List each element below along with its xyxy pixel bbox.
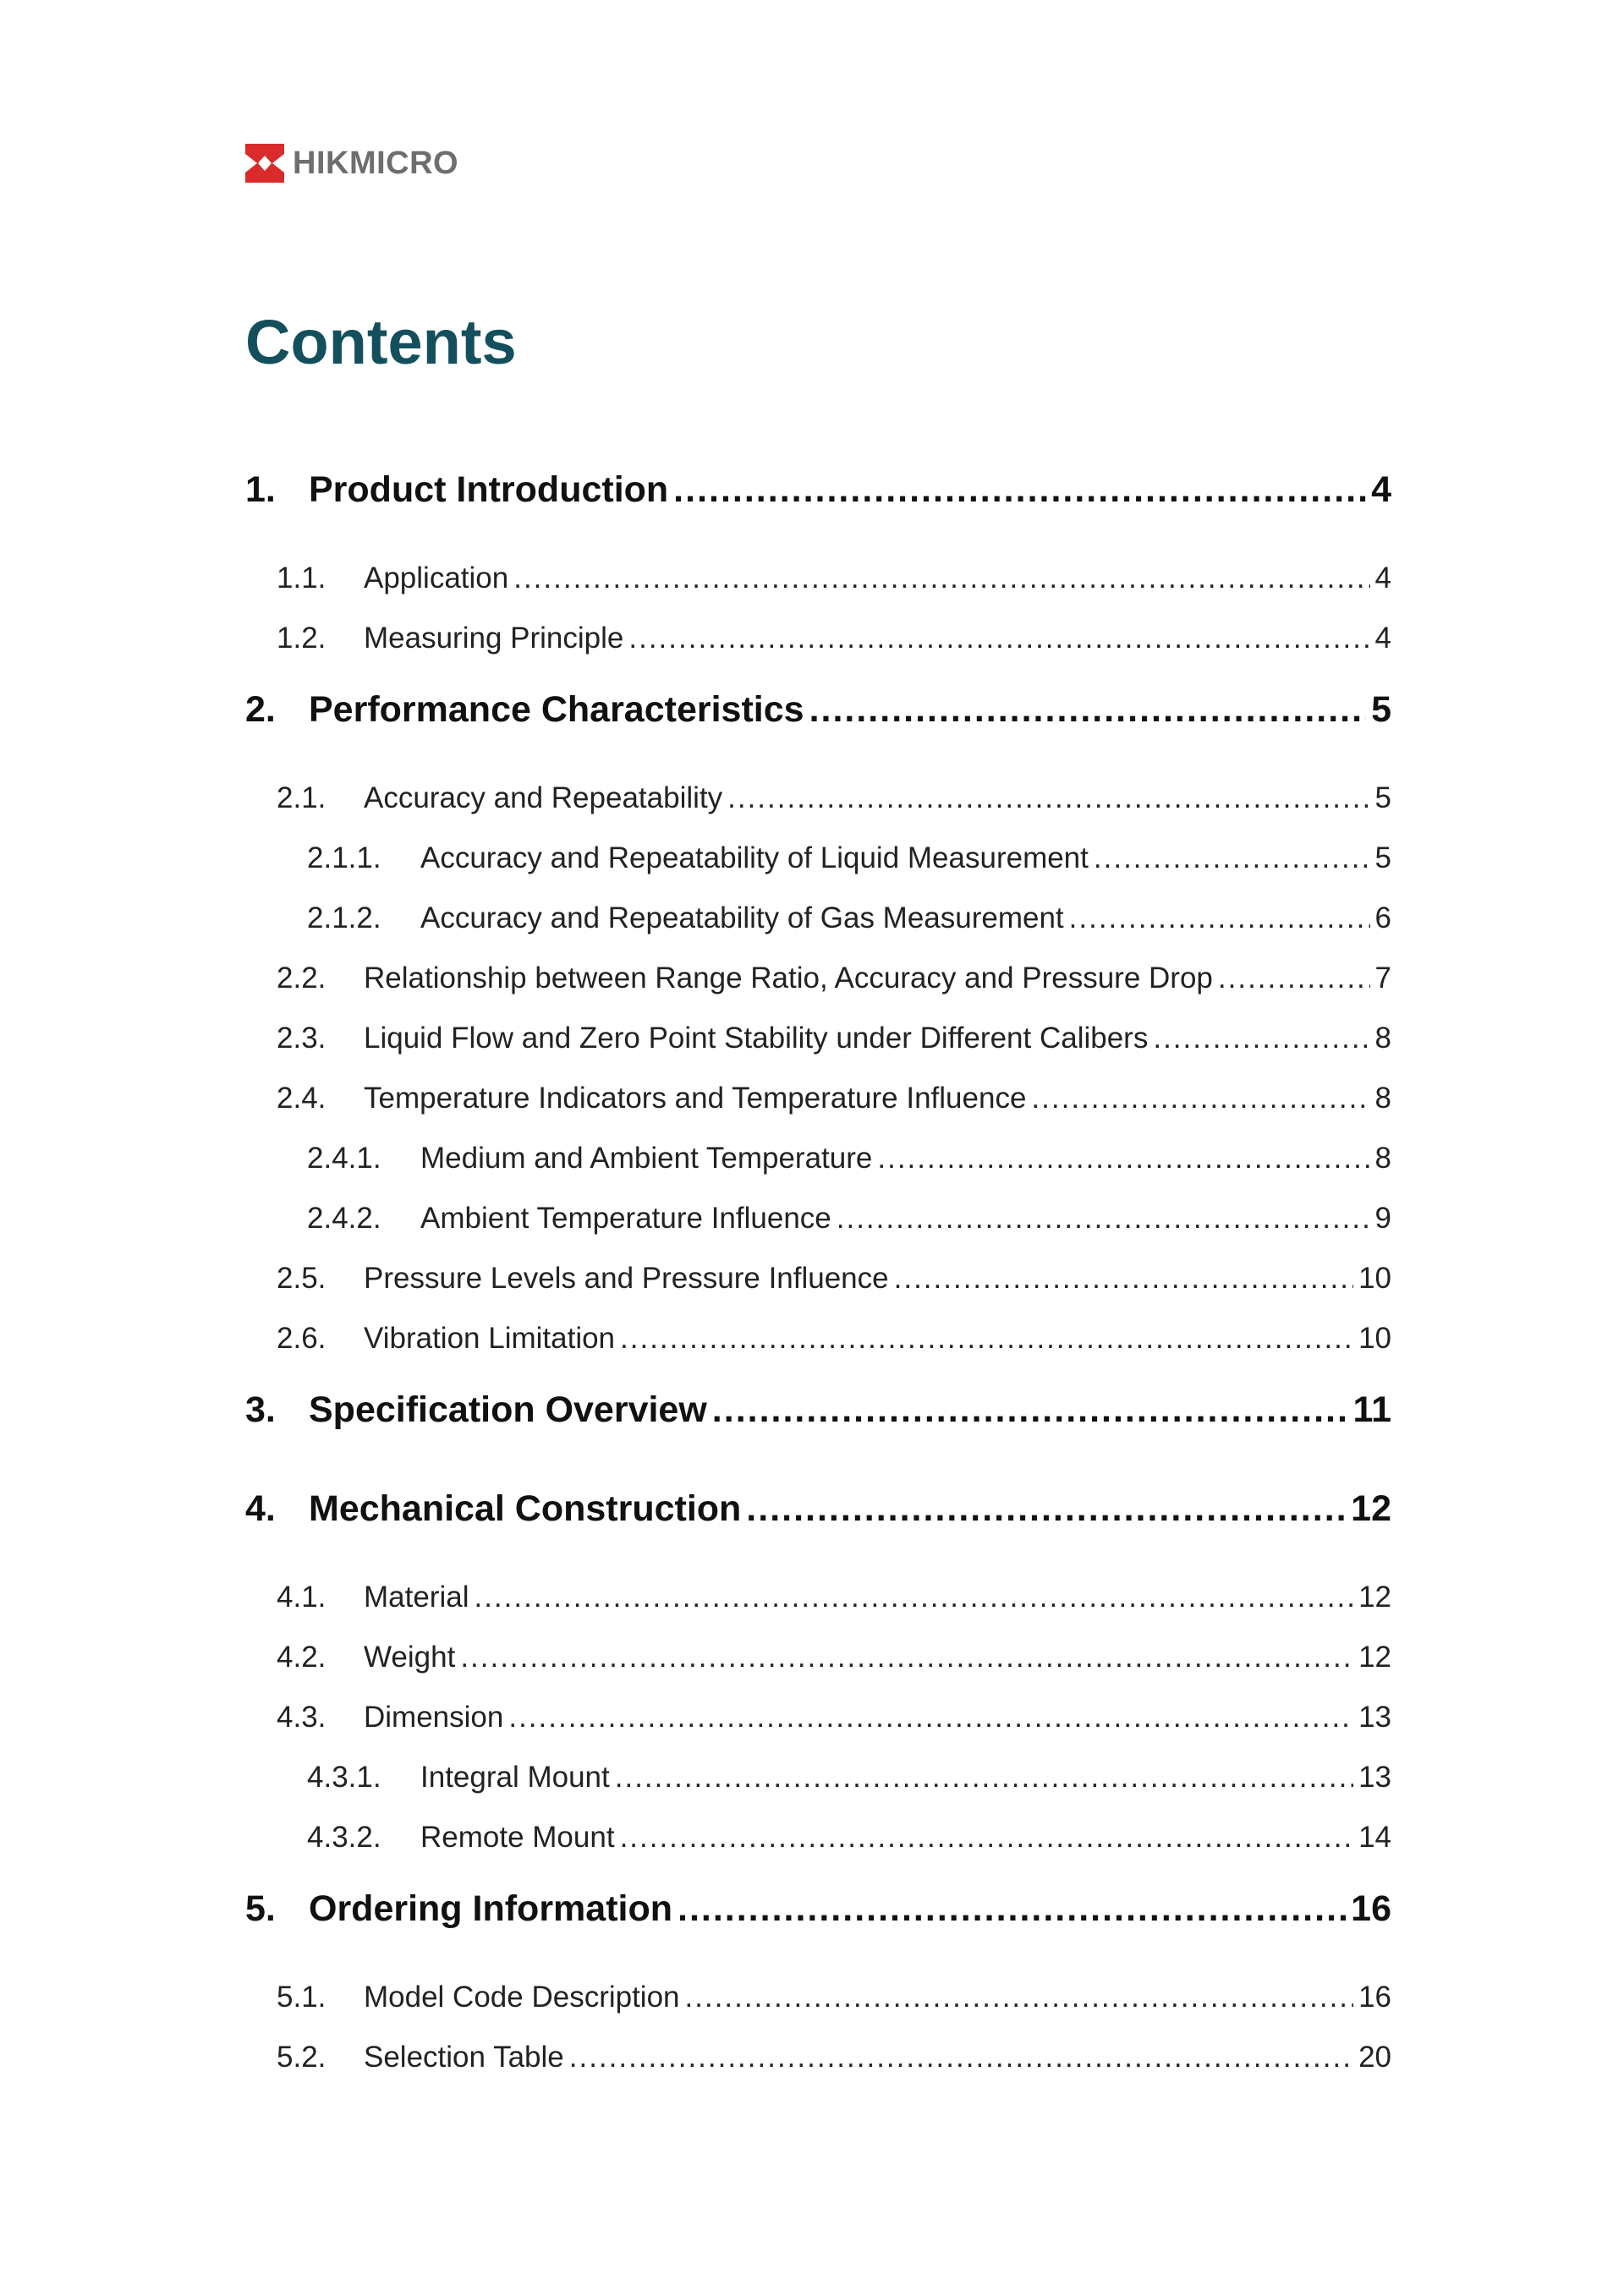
- toc-dot-leader: [513, 562, 1369, 595]
- toc-entry-page-number[interactable]: 13: [1358, 1761, 1391, 1794]
- toc-entry-number: 4.3.: [277, 1701, 326, 1734]
- toc-entry[interactable]: [277, 562, 1391, 595]
- toc-dot-leader: [746, 1488, 1346, 1530]
- toc-entry[interactable]: [277, 1641, 1391, 1674]
- toc-entry-title[interactable]: Pressure Levels and Pressure Influence: [364, 1262, 889, 1295]
- toc-entry-title[interactable]: Ambient Temperature Influence: [420, 1202, 831, 1235]
- toc-entry[interactable]: [277, 1022, 1391, 1055]
- toc-entry-title[interactable]: Ordering Information: [309, 1888, 672, 1929]
- toc-entry[interactable]: [307, 1821, 1391, 1855]
- toc-entry-page-number[interactable]: 20: [1358, 2041, 1391, 2074]
- toc-entry-page-number[interactable]: 5: [1374, 781, 1391, 814]
- toc-entry-number: 5.: [245, 1888, 276, 1929]
- toc-entry-number: 1.1.: [277, 562, 326, 595]
- toc-entry-number: 4.2.: [277, 1641, 326, 1674]
- toc-entry-number: 3.: [245, 1389, 276, 1430]
- toc-entry[interactable]: [277, 1981, 1391, 2014]
- toc-entry[interactable]: [307, 1761, 1391, 1795]
- toc-entry-page-number[interactable]: 7: [1374, 962, 1391, 995]
- toc-dot-leader: [877, 1142, 1369, 1175]
- toc-dot-leader: [1069, 901, 1370, 935]
- toc-entry-page-number[interactable]: 14: [1358, 1821, 1391, 1854]
- toc-dot-leader: [727, 781, 1369, 815]
- toc-dot-leader: [673, 469, 1366, 511]
- toc-entry-page-number[interactable]: 5: [1374, 841, 1391, 874]
- toc-entry-number: 2.1.2.: [307, 901, 381, 934]
- toc-entry-page-number[interactable]: 9: [1374, 1202, 1391, 1235]
- toc-dot-leader: [615, 1761, 1353, 1795]
- toc-entry-number: 2.1.: [277, 781, 326, 814]
- toc-entry[interactable]: [277, 1262, 1391, 1296]
- toc-entry-page-number[interactable]: 12: [1358, 1641, 1391, 1674]
- toc-dot-leader: [569, 2041, 1353, 2074]
- toc-entry-page-number[interactable]: 13: [1358, 1701, 1391, 1734]
- toc-dot-leader: [678, 1888, 1346, 1930]
- toc-entry-page-number[interactable]: 4: [1371, 469, 1391, 510]
- toc-entry[interactable]: [277, 962, 1391, 995]
- toc-entry-title[interactable]: Selection Table: [364, 2041, 564, 2074]
- toc-entry-number: 2.2.: [277, 962, 326, 995]
- toc-dot-leader: [837, 1202, 1370, 1236]
- toc-entry[interactable]: [277, 1701, 1391, 1734]
- toc-entry-page-number[interactable]: 10: [1358, 1322, 1391, 1355]
- toc-entry[interactable]: [245, 1389, 1391, 1431]
- toc-dot-leader: [508, 1701, 1353, 1734]
- toc-entry-title[interactable]: Medium and Ambient Temperature: [420, 1142, 873, 1175]
- toc-entry-page-number[interactable]: 16: [1358, 1981, 1391, 2014]
- toc-entry[interactable]: [277, 1082, 1391, 1115]
- toc-entry-number: 2.4.: [277, 1082, 326, 1115]
- toc-entry-title[interactable]: Specification Overview: [309, 1389, 707, 1430]
- toc-entry-page-number[interactable]: 8: [1374, 1082, 1391, 1115]
- toc-entry[interactable]: [245, 1488, 1391, 1530]
- toc-entry[interactable]: [245, 469, 1391, 511]
- toc-dot-leader: [1153, 1022, 1369, 1055]
- toc-dot-leader: [685, 1981, 1354, 2014]
- toc-entry[interactable]: [245, 1888, 1391, 1930]
- toc-dot-leader: [1094, 841, 1370, 875]
- toc-entry-title[interactable]: Product Introduction: [309, 469, 669, 510]
- toc-entry-title[interactable]: Accuracy and Repeatability: [364, 781, 723, 814]
- toc-entry[interactable]: [245, 689, 1391, 731]
- toc-dot-leader: [460, 1641, 1353, 1674]
- toc-entry[interactable]: [307, 1202, 1391, 1236]
- toc-entry-number: 4.: [245, 1488, 276, 1529]
- toc-dot-leader: [712, 1389, 1348, 1431]
- toc-entry-page-number[interactable]: 12: [1351, 1488, 1391, 1529]
- toc-entry-page-number[interactable]: 10: [1358, 1262, 1391, 1295]
- toc-entry-number: 1.: [245, 469, 276, 510]
- toc-entry-title[interactable]: Application: [364, 562, 509, 595]
- toc-entry-title[interactable]: Accuracy and Repeatability of Gas Measurement: [420, 901, 1064, 934]
- toc-dot-leader: [474, 1581, 1353, 1614]
- toc-entry-page-number[interactable]: 8: [1374, 1022, 1391, 1055]
- toc-entry-title[interactable]: Dimension: [364, 1701, 504, 1734]
- toc-entry-title[interactable]: Material: [364, 1581, 469, 1614]
- toc-dot-leader: [620, 1322, 1353, 1356]
- toc-entry-number: 4.3.2.: [307, 1821, 381, 1854]
- toc-entry-title[interactable]: Relationship between Range Ratio, Accuracy and Pressure Drop: [364, 962, 1213, 995]
- toc-dot-leader: [1218, 962, 1370, 995]
- toc-entry-page-number[interactable]: 4: [1374, 622, 1391, 655]
- toc-entry-page-number[interactable]: 16: [1351, 1888, 1391, 1929]
- toc-entry-title[interactable]: Liquid Flow and Zero Point Stability under Different Calibers: [364, 1022, 1149, 1055]
- page-title: Contents: [245, 307, 517, 377]
- toc-entry-number: 2.5.: [277, 1262, 326, 1295]
- toc-entry-page-number[interactable]: 6: [1374, 901, 1391, 934]
- toc-entry-title[interactable]: Remote Mount: [420, 1821, 615, 1854]
- brand-name: HIKMICRO: [293, 145, 459, 181]
- toc-dot-leader: [628, 622, 1369, 655]
- toc-entry-title[interactable]: Measuring Principle: [364, 622, 624, 655]
- toc-entry-number: 1.2.: [277, 622, 326, 655]
- toc-entry-title[interactable]: Vibration Limitation: [364, 1322, 616, 1355]
- toc-entry-title[interactable]: Temperature Indicators and Temperature Influence: [364, 1082, 1027, 1115]
- toc-entry-page-number[interactable]: 12: [1358, 1581, 1391, 1614]
- toc-entry[interactable]: [277, 1581, 1391, 1614]
- toc-entry-number: 4.3.1.: [307, 1761, 381, 1794]
- toc-entry-number: 2.4.2.: [307, 1202, 381, 1235]
- toc-entry-title[interactable]: Model Code Description: [364, 1981, 680, 2014]
- toc-entry[interactable]: [307, 1142, 1391, 1175]
- toc-entry-number: 5.1.: [277, 1981, 326, 2014]
- toc-entry-page-number[interactable]: 11: [1352, 1389, 1391, 1430]
- toc-entry-number: 2.: [245, 689, 276, 730]
- toc-entry-title[interactable]: Accuracy and Repeatability of Liquid Measurement: [420, 841, 1089, 874]
- toc-dot-leader: [809, 689, 1367, 731]
- toc-entry-title[interactable]: Performance Characteristics: [309, 689, 804, 730]
- toc-entry[interactable]: [277, 2041, 1391, 2074]
- toc-entry-page-number[interactable]: 8: [1374, 1142, 1391, 1175]
- toc-entry[interactable]: [307, 841, 1391, 875]
- toc-dot-leader: [1031, 1082, 1369, 1115]
- toc-entry-number: 2.6.: [277, 1322, 326, 1355]
- toc-entry-title[interactable]: Weight: [364, 1641, 456, 1674]
- toc-entry-page-number[interactable]: 4: [1374, 562, 1391, 595]
- toc-dot-leader: [620, 1821, 1354, 1855]
- toc-entry-number: 4.1.: [277, 1581, 326, 1614]
- toc-entry-number: 5.2.: [277, 2041, 326, 2074]
- toc-dot-leader: [894, 1262, 1353, 1296]
- toc-entry-page-number[interactable]: 5: [1371, 689, 1391, 730]
- toc-entry-title[interactable]: Mechanical Construction: [309, 1488, 742, 1529]
- toc-entry-number: 2.4.1.: [307, 1142, 381, 1175]
- toc-entry-number: 2.3.: [277, 1022, 326, 1055]
- toc-entry[interactable]: [277, 622, 1391, 655]
- toc-entry-number: 2.1.1.: [307, 841, 381, 874]
- toc-entry[interactable]: [277, 781, 1391, 815]
- toc-entry[interactable]: [307, 901, 1391, 935]
- toc-entry[interactable]: [277, 1322, 1391, 1356]
- toc-entry-title[interactable]: Integral Mount: [420, 1761, 610, 1794]
